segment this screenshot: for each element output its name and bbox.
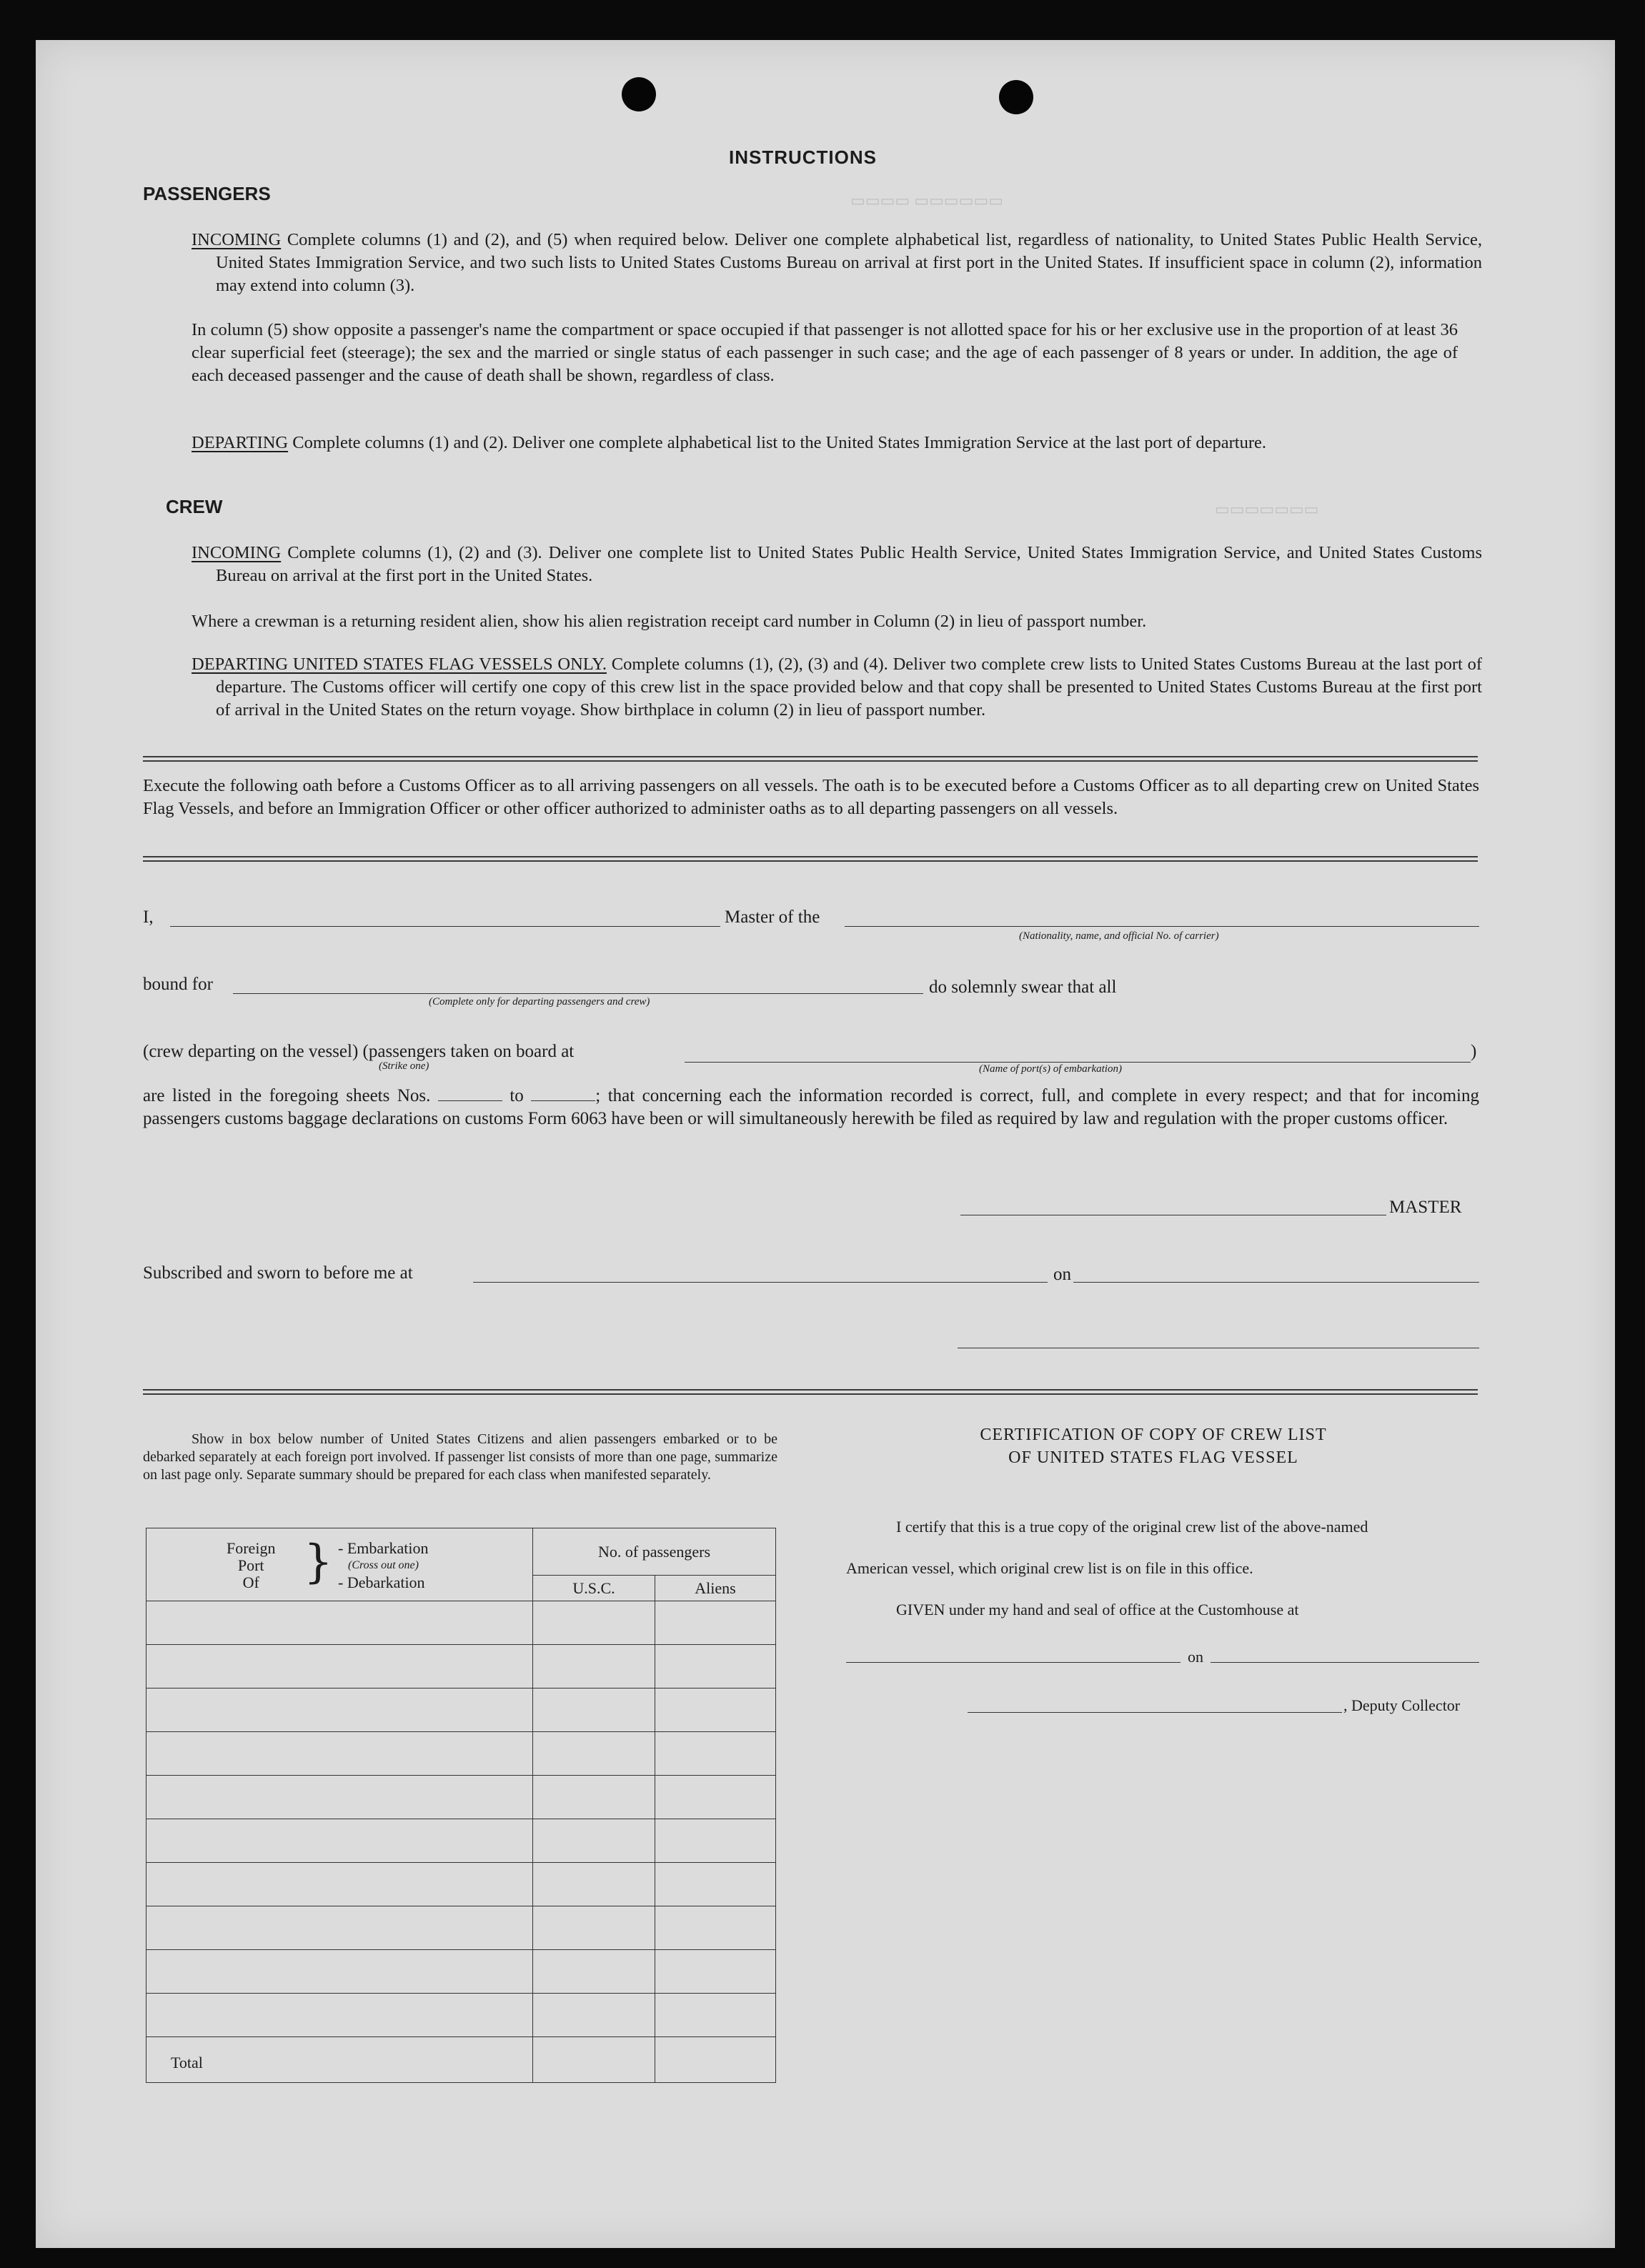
port-cell[interactable] (146, 1601, 533, 1645)
section-divider (143, 1389, 1478, 1395)
sheet-from-field[interactable] (438, 1100, 502, 1101)
sworn-on-label: on (1053, 1265, 1071, 1284)
listed-sheets-paragraph (143, 1085, 1479, 1130)
certify-line-a: I certify that this is a true copy of the original crew list of the above-named (896, 1518, 1368, 1536)
usc-cell[interactable] (533, 1863, 655, 1906)
listed-sheets-text: ; that concerning each the information recorded is correct, full, and complete in every respect; and that for incoming passengers customs baggage declarations on customs Form 6063 have been or will simultaneously herewith be filed as required by law and regulation with the proper customs officer. (143, 1086, 1480, 1128)
port-cell[interactable] (146, 1994, 533, 2037)
passengers-incoming-label: INCOMING (192, 230, 282, 249)
crew-incoming-paragraph (192, 542, 1482, 587)
port-cell[interactable] (146, 1732, 533, 1776)
certify-line-b: American vessel, which original crew list is on file in this office. (846, 1559, 1253, 1577)
aliens-cell[interactable] (655, 1994, 776, 2037)
debarkation-label[interactable]: - Debarkation (338, 1573, 425, 1591)
carrier-caption: (Nationality, name, and official No. of carrier) (1019, 930, 1219, 942)
aliens-cell[interactable] (655, 1950, 776, 1994)
punch-hole-left (622, 77, 656, 111)
instructions-title: INSTRUCTIONS (729, 146, 877, 168)
crew-departing-paragraph (192, 653, 1482, 722)
deputy-collector-signature-field[interactable] (968, 1712, 1342, 1713)
master-of-the-label: Master of the (725, 907, 820, 927)
section-divider (143, 756, 1478, 762)
usc-cell[interactable] (533, 1732, 655, 1776)
aliens-total-cell[interactable] (655, 2037, 776, 2083)
crewman-paragraph: Where a crewman is a returning resident alien, show his alien registration receipt card number in Column (2) in lieu of passport number. (192, 612, 1147, 631)
section-divider (143, 856, 1478, 862)
usc-cell[interactable] (533, 1819, 655, 1863)
crew-departing-label: DEPARTING UNITED STATES FLAG VESSELS ONLY. (192, 655, 607, 674)
passengers-heading: PASSENGERS (143, 183, 271, 204)
strike-one-caption: (Strike one) (379, 1060, 429, 1072)
aliens-cell[interactable] (655, 1601, 776, 1645)
oath-i-label: I, (143, 907, 154, 927)
passenger-summary-table (146, 1528, 776, 2083)
usc-cell[interactable] (533, 1776, 655, 1819)
usc-cell[interactable] (533, 1645, 655, 1688)
total-label: Total (171, 2054, 203, 2071)
no-of-passengers-header: No. of passengers (533, 1528, 776, 1576)
given-line: GIVEN under my hand and seal of office at the Customhouse at (896, 1601, 1299, 1618)
crew-departing-text: Complete columns (1), (2), (3) and (4). Deliver two complete crew lists to United States Customs Bureau at the last port of departure. The Customs officer will certify one copy of this crew list in the space provided below and that copy shall be presented to United States Customs Bureau at the first port of arrival in the United States on the return voyage. Show birthplace in column (2) in lieu of passport number. (216, 655, 1482, 720)
subscribed-label: Subscribed and sworn to before me at (143, 1263, 413, 1283)
total-cell (146, 2037, 533, 2083)
passengers-incoming-text: Complete columns (1) and (2), and (5) when required below. Deliver one complete alphabetical list, regardless of nationality, to United States Public Health Service, United States Immigration Service, and two such lists to United States Customs Bureau on arrival at first port in the United States. If insufficient space in column (2), information may extend into column (3). (216, 230, 1483, 295)
port-cell[interactable] (146, 1819, 533, 1863)
passengers-departing-text: Complete columns (1) and (2). Deliver one complete alphabetical list to the United States Immigration Service at the last port of departure. (292, 433, 1266, 452)
port-cell[interactable] (146, 1950, 533, 1994)
crew-heading: CREW (166, 496, 223, 517)
usc-header: U.S.C. (533, 1576, 655, 1601)
crew-incoming-text: Complete columns (1), (2) and (3). Deliver one complete list to United States Public Health Service, United States Immigration Service, and United States Customs Bureau on arrival at the first port in the United States. (216, 543, 1482, 585)
aliens-cell[interactable] (655, 1645, 776, 1688)
aliens-cell[interactable] (655, 1776, 776, 1819)
certification-title-line1: CERTIFICATION OF COPY OF CREW LIST (980, 1426, 1327, 1444)
punch-hole-right (999, 80, 1033, 114)
aliens-cell[interactable] (655, 1732, 776, 1776)
listed-to-label: to (510, 1086, 524, 1105)
usc-cell[interactable] (533, 1601, 655, 1645)
swear-label: do solemnly swear that all (929, 978, 1117, 997)
close-paren: ) (1471, 1042, 1477, 1061)
certification-title-line2: OF UNITED STATES FLAG VESSEL (1008, 1448, 1298, 1467)
port-label: Port (237, 1556, 264, 1574)
cross-out-label: (Cross out one) (348, 1559, 419, 1571)
usc-cell[interactable] (533, 1950, 655, 1994)
master-label: MASTER (1389, 1198, 1462, 1217)
carrier-field[interactable] (845, 926, 1479, 927)
passengers-departing-label: DEPARTING (192, 433, 289, 452)
aliens-cell[interactable] (655, 1819, 776, 1863)
summary-note: Show in box below number of United States Citizens and alien passengers embarked or to be debarked separately at each foreign port involved. If passenger list consists of more than one page, summarize on last page only. Separate summary should be prepared for each class when manifested separately. (143, 1431, 777, 1483)
listed-sheets-label: are listed in the foregoing sheets Nos. (143, 1086, 431, 1105)
port-cell[interactable] (146, 1645, 533, 1688)
crew-departing-label: (crew departing on the vessel) (passengers taken on board at (143, 1042, 575, 1061)
foreign-port-header (146, 1528, 533, 1601)
crew-incoming-label: INCOMING (192, 543, 282, 562)
foreign-label: Foreign (227, 1539, 276, 1557)
sworn-date-field[interactable] (1073, 1282, 1479, 1283)
of-label: Of (242, 1573, 259, 1591)
bleed-through: ▭▭▭▭▭▭ ▭▭▭▭ (850, 192, 1003, 209)
usc-total-cell[interactable] (533, 2037, 655, 2083)
embarkation-label[interactable]: - Embarkation (338, 1539, 429, 1557)
sworn-place-field[interactable] (473, 1282, 1048, 1283)
aliens-cell[interactable] (655, 1688, 776, 1732)
certification-on-label: on (1188, 1648, 1203, 1666)
bound-for-field[interactable] (233, 993, 923, 994)
oath-instructions: Execute the following oath before a Customs Officer as to all arriving passengers on all vessels. The oath is to be executed before a Customs Officer as to all departing crew on United States Flag Vessels, and before an Immigration Officer or other officer authorized to administer oaths as to all departing passengers on all vessels. (143, 776, 1479, 818)
port-cell[interactable] (146, 1688, 533, 1732)
port-cell[interactable] (146, 1906, 533, 1950)
usc-cell[interactable] (533, 1994, 655, 2037)
column5-paragraph: In column (5) show opposite a passenger's name the compartment or space occupied if that passenger is not allotted space for his or her exclusive use in the proportion of at least 36 clear superficial feet (steerage); the sex and the married or single status of each passenger in such case; and the age of each passenger of 8 years or under. In addition, the age of each deceased passenger and the cause of death shall be shown, regardless of class. (192, 320, 1458, 385)
port-cell[interactable] (146, 1776, 533, 1819)
aliens-header: Aliens (655, 1576, 776, 1601)
passengers-departing-paragraph (192, 432, 1482, 454)
brace-icon: } (304, 1536, 333, 1588)
passengers-incoming-paragraph (192, 229, 1482, 297)
master-name-field[interactable] (170, 926, 720, 927)
certification-title (846, 1423, 1461, 1469)
certification-date-field[interactable] (1211, 1662, 1479, 1663)
port-cell[interactable] (146, 1863, 533, 1906)
bleed-through: ▭▭▭▭▭▭▭ (1215, 500, 1319, 518)
bound-for-caption: (Complete only for departing passengers and crew) (429, 996, 650, 1008)
deputy-collector-label: , Deputy Collector (1343, 1696, 1461, 1714)
embarkation-caption: (Name of port(s) of embarkation) (979, 1063, 1122, 1075)
sheet-to-field[interactable] (531, 1100, 595, 1101)
embarkation-port-field[interactable] (685, 1062, 1471, 1063)
aliens-cell[interactable] (655, 1863, 776, 1906)
customhouse-field[interactable] (846, 1662, 1181, 1663)
aliens-cell[interactable] (655, 1906, 776, 1950)
usc-cell[interactable] (533, 1906, 655, 1950)
bound-for-label: bound for (143, 975, 213, 994)
usc-cell[interactable] (533, 1688, 655, 1732)
